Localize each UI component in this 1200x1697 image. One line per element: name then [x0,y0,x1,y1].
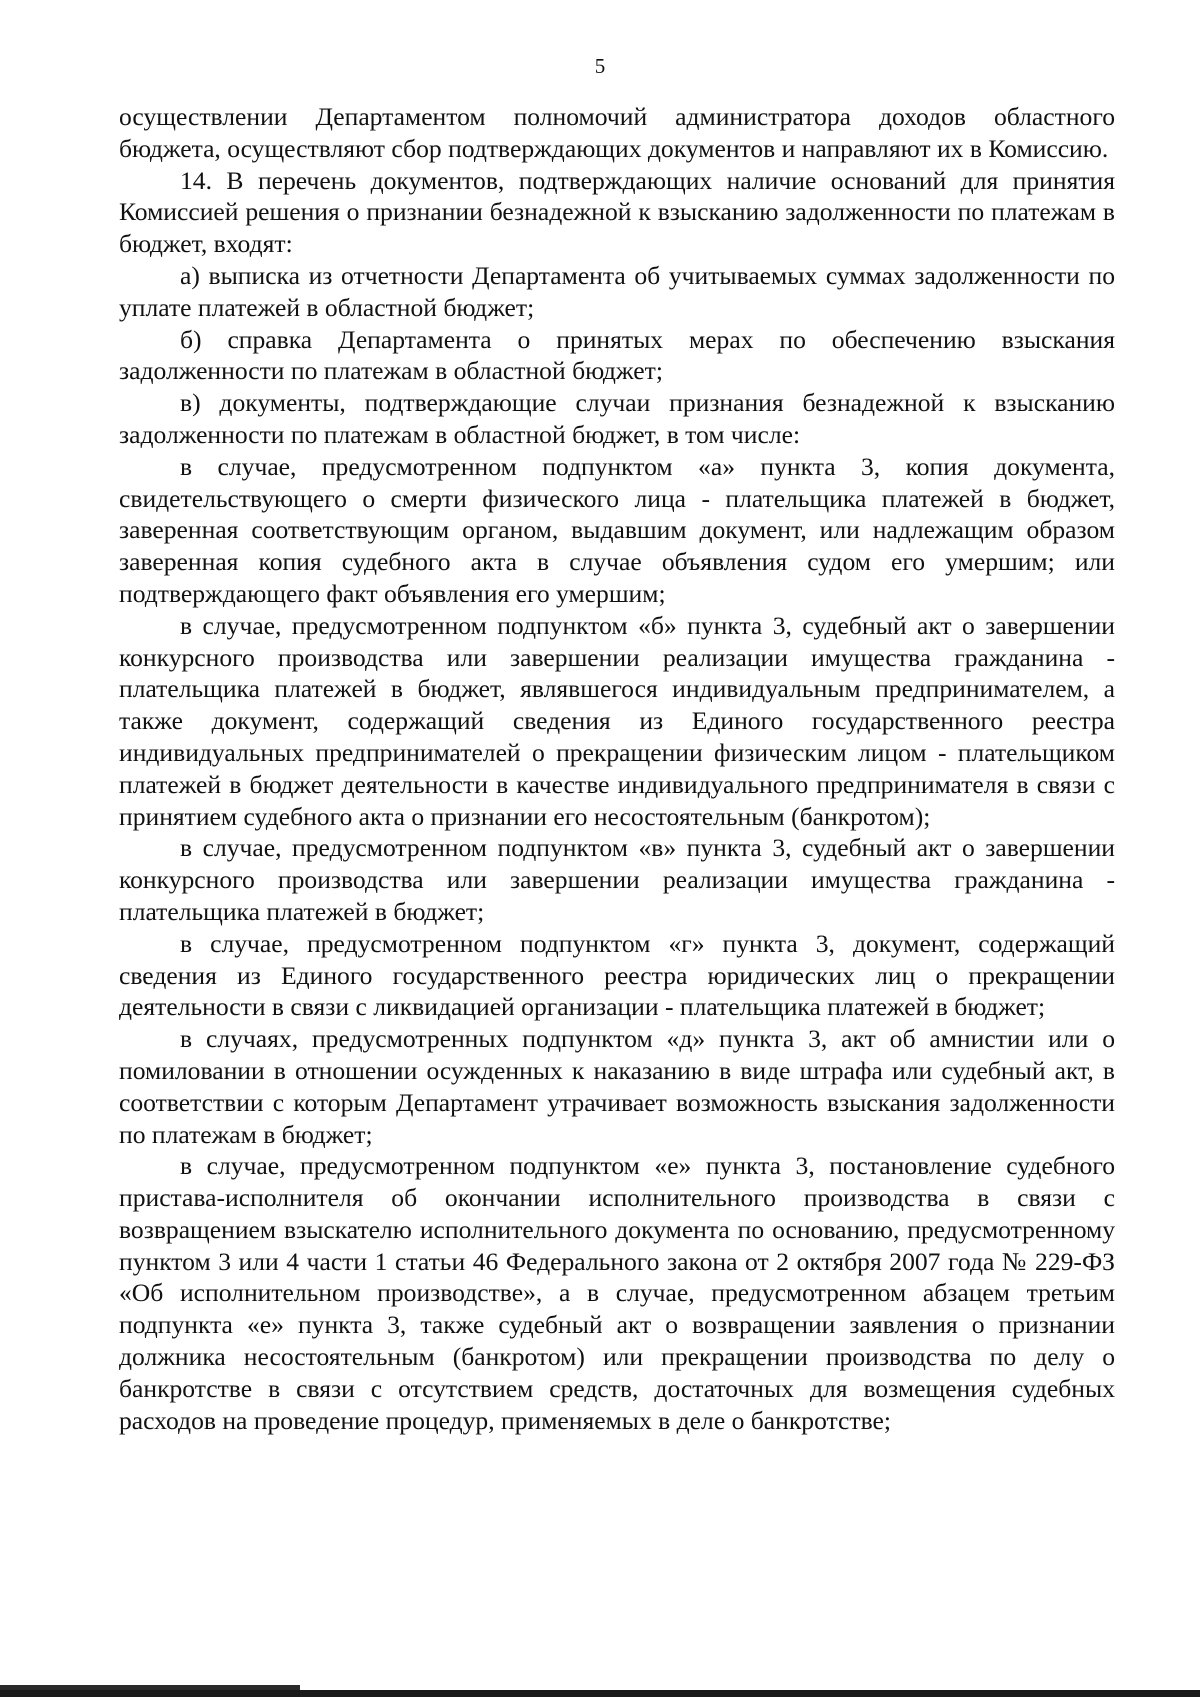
paragraph-subitem-b: б) справка Департамента о принятых мерах по обеспечению взыскания задолженности по платежам в областной бюджет; [119,324,1115,386]
paragraph-case-d: в случаях, предусмотренных подпунктом «д» пункта 3, акт об амнистии или о помиловании в отношении осужденных к наказанию в виде штрафа или судебный акт, в соответствии с которым Департамент утрачивает возможность взыскания задолженности по платежам в бюджет; [119,1024,1115,1149]
document-body [119,101,1115,1436]
paragraph-case-e: в случае, предусмотренном подпунктом «е» пункта 3, постановление судебного пристава-исполнителя об окончании исполнительного производства в связи с возвращением взыскателю исполнительного документа по основанию, предусмотренному пунктом 3 или 4 части 1 статьи 46 Федерального закона от 2 октября 2007 года № 229-ФЗ «Об исполнительном производстве», а в случае, предусмотренном абзацем третьим подпункта «е» пункта 3, также судебный акт о возвращении заявления о признании должника несостоятельным (банкротом) или прекращении производства по делу о банкротстве в связи с отсутствием средств, достаточных для возмещения судебных расходов на проведение процедур, применяемых в деле о банкротстве; [119,1151,1115,1435]
paragraph-case-b: в случае, предусмотренном подпунктом «б» пункта 3, судебный акт о завершении конкурсного производства или завершении реализации имущества гражданина - плательщика платежей в бюджет, являвшегося индивидуальным предпринимателем, а также документ, содержащий сведения из Единого государственного реестра индивидуальных предпринимателей о прекращении физическим лицом - плательщиком платежей в бюджет деятельности в качестве индивидуального предпринимателя в связи с принятием судебного акта о признании его несостоятельным (банкротом); [119,610,1115,831]
paragraph-case-g: в случае, предусмотренном подпунктом «г» пункта 3, документ, содержащий сведения из Единого государственного реестра юридических лиц о прекращении деятельности в связи с ликвидацией организации - плательщика платежей в бюджет; [119,928,1115,1022]
paragraph-item-14: 14. В перечень документов, подтверждающих наличие оснований для принятия Комиссией решения о признании безнадежной к взысканию задолженности по платежам в бюджет, входят: [119,165,1115,259]
page-number: 5 [594,54,606,78]
paragraph-subitem-v: в) документы, подтверждающие случаи признания безнадежной к взысканию задолженности по платежам в областной бюджет, в том числе: [119,388,1115,449]
paragraph-continuation: осуществлении Департаментом полномочий администратора доходов областного бюджета, осуществляют сбор подтверждающих документов и направляют их в Комиссию. [119,102,1115,163]
scan-bottom-edge [0,1690,1200,1697]
paragraph-case-a: в случае, предусмотренном подпунктом «а» пункта 3, копия документа, свидетельствующего о смерти физического лица - плательщика платежей в бюджет, заверенная соответствующим органом, выдавшим документ, или надлежащим образом заверенная копия судебного акта в случае объявления судом его умершим; или подтверждающего факт объявления его умершим; [119,451,1115,608]
paragraph-subitem-a: а) выписка из отчетности Департамента об учитываемых суммах задолженности по уплате платежей в областной бюджет; [119,260,1115,322]
paragraph-case-v: в случае, предусмотренном подпунктом «в» пункта 3, судебный акт о завершении конкурсного производства или завершении реализации имущества гражданина - плательщика платежей в бюджет; [119,833,1115,926]
